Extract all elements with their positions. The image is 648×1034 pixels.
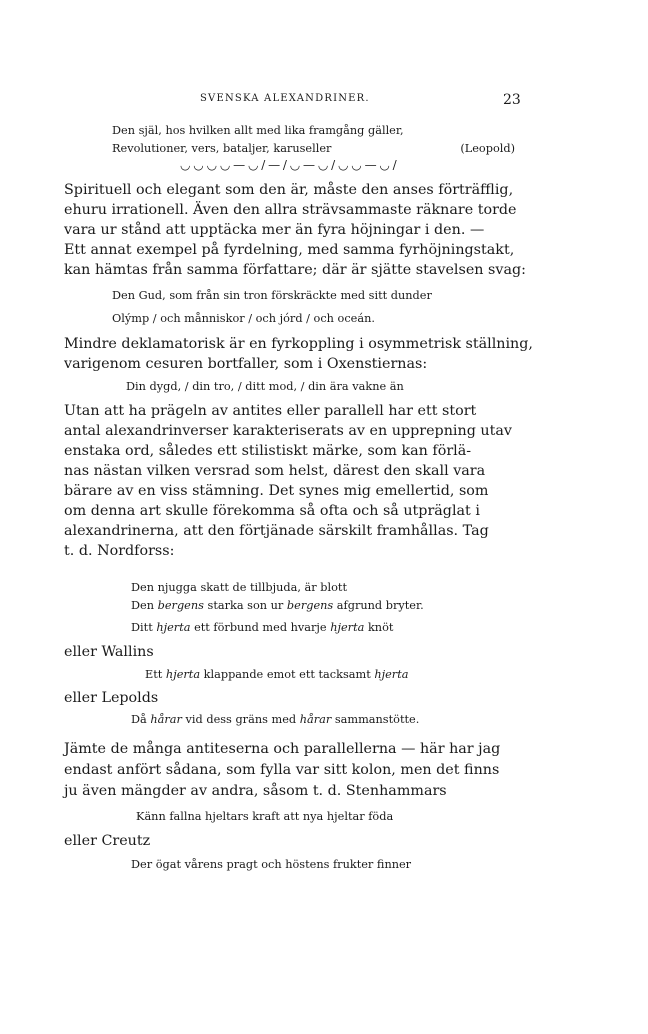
prose-line: alexandrinerna, att den förtjänade särskilt framhållas. Tag (64, 523, 489, 539)
running-title: SVENSKA ALEXANDRINER. (200, 93, 370, 104)
verse-line: Känn fallna hjeltars kraft att nya hjeltar föda (136, 810, 394, 823)
verse-text: vid dess gräns med (181, 713, 300, 726)
prose-line: Jämte de många antiteserna och parallellerna — här har jag (64, 741, 501, 757)
prose-line: ehuru irrationell. Även den allra strävsammaste räknare torde (64, 202, 517, 218)
verse-text: afgrund bryter. (333, 599, 424, 612)
verse-text: ett förbund med hvarje (190, 621, 331, 634)
prose-line: antal alexandrinverser karakteriserats av en upprepning utav (64, 423, 512, 439)
emphasized-word: hjerta (330, 621, 365, 634)
verse-line: Den själ, hos hvilken allt med lika framgång gäller, (112, 124, 404, 137)
prose-line: vara ur stånd att upptäcka mer än fyra höjningar i den. — (64, 222, 485, 238)
prose-line: om denna art skulle förekomma så ofta och så utpräglat i (64, 503, 480, 519)
verse-text: Ett (145, 668, 166, 681)
prose-line: Utan att ha prägeln av antites eller parallell har ett stort (64, 403, 477, 419)
verse-line-with-attribution (112, 143, 515, 154)
emphasized-word: hårar (150, 713, 182, 726)
emphasized-word: hjerta (165, 668, 201, 681)
verse-text: klappande emot ett tacksamt (200, 668, 375, 681)
prose-line: varigenom cesuren bortfaller, som i Oxenstiernas: (64, 356, 428, 372)
verse-text: Revolutioner, vers, bataljer, karuseller (112, 142, 332, 155)
verse-text: Då (131, 713, 151, 726)
emphasized-word: hjerta (374, 668, 409, 681)
prose-line: Ett annat exempel på fyrdelning, med samma fyrhöjningstakt, (64, 242, 515, 258)
prose-text: Spirituell och elegant som den är, måste den anses förträfflig, (64, 182, 514, 198)
emphasized-word: hårar (299, 713, 332, 726)
verse-text: starka son ur (203, 599, 287, 612)
prose-line: ju även mängder av andra, såsom t. d. Stenhammars (64, 783, 447, 799)
verse-text: knöt (364, 621, 394, 634)
emphasized-word: bergens (157, 599, 204, 612)
meter-scansion-line: ◡ ◡ ◡ ◡ — ◡ / — / ◡ — ◡ / ◡ ◡ — ◡ / (180, 158, 397, 172)
verse-line: Din dygd, / din tro, / ditt mod, / din ära vakne än (126, 380, 404, 393)
prose-line: kan hämtas från samma författare; där är sjätte stavelsen svag: (64, 262, 526, 278)
emphasized-word: hjerta (156, 621, 191, 634)
prose-line: bärare av en viss stämning. Det synes mig emellertid, som (64, 483, 489, 499)
verse-line: Der ögat vårens pragt och höstens frukter finner (131, 858, 412, 871)
verse-attribution: (Leopold) (460, 142, 515, 155)
prose-line: endast anfört sådana, som fylla var sitt kolon, men det finns (64, 762, 500, 778)
connector-text: eller Creutz (64, 833, 151, 849)
verse-line: Den Gud, som från sin tron förskräckte med sitt dunder (112, 289, 432, 302)
verse-line (145, 669, 408, 680)
prose-line: t. d. Nordforss: (64, 543, 175, 559)
verse-line: Olýmp / och månniskor / och jórd / och oceán. (112, 312, 375, 325)
verse-text: Ditt (131, 621, 157, 634)
page-number: 23 (503, 92, 521, 108)
connector-text: eller Wallins (64, 644, 154, 660)
verse-text: Den (131, 599, 158, 612)
verse-line: Den njugga skatt de tillbjuda, är blott (131, 581, 347, 594)
emphasized-word: bergens (286, 599, 334, 612)
verse-line (131, 600, 424, 611)
prose-line (64, 183, 516, 197)
verse-line (131, 714, 419, 725)
prose-line: Mindre deklamatorisk är en fyrkoppling i osymmetrisk ställning, (64, 336, 533, 352)
connector-text: eller Lepolds (64, 690, 159, 706)
verse-line (131, 622, 393, 633)
prose-line: enstaka ord, således ett stilistiskt märke, som kan förlä- (64, 443, 472, 459)
verse-text: sammanstötte. (331, 713, 420, 726)
prose-line: nas nästan vilken versrad som helst, därest den skall vara (64, 463, 486, 479)
